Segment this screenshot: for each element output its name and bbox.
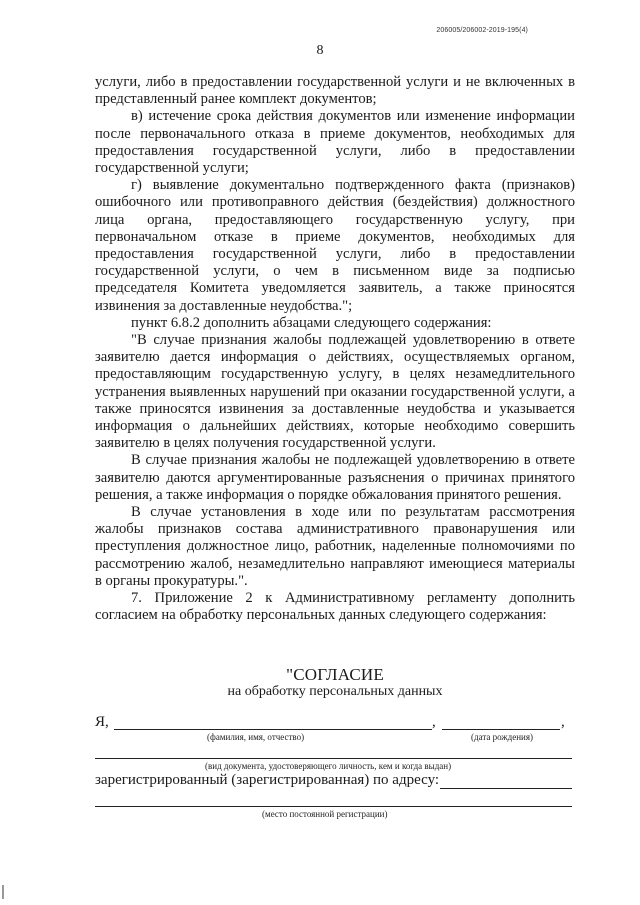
scan-edge-mark	[2, 885, 4, 899]
address-field[interactable]	[440, 788, 572, 789]
paragraph: в) истечение срока действия документов или изменение информации после первоначального отказа в приеме документов, необходимых для предоставления государственной услуги, либо в предоставлении государственной услуги;	[95, 108, 575, 177]
paragraph: г) выявление документально подтвержденного факта (признаков) ошибочного или противоправного действия (бездействия) должностного лица органа, предоставляющего государственную услугу, при первоначальном отказе в приеме документов, необходимых для предоставления государственной услуги, либо в предоставлении государственной услуги, о чем в письменном виде за подписью председателя Комитета уведомляется заявитель, а также приносятся извинения за доставленные неудобства.";	[95, 177, 575, 314]
address-field-continued[interactable]	[95, 806, 572, 807]
paragraph: 7. Приложение 2 к Административному регламенту дополнить согласием на обработку персональных данных следующего содержания:	[95, 590, 575, 624]
agreement-subtitle: на обработку персональных данных	[227, 684, 443, 699]
registered-address-label: зарегистрированный (зарегистрированная) по адресу:	[95, 772, 440, 788]
identity-document-field[interactable]	[95, 758, 572, 759]
document-id: 206005/206002-2019-195(4)	[436, 27, 528, 34]
paragraph: пункт 6.8.2 дополнить абзацами следующего содержания:	[131, 314, 492, 331]
fio-field[interactable]	[114, 729, 432, 730]
birth-date-caption: (дата рождения)	[471, 732, 533, 742]
paragraph: В случае признания жалобы не подлежащей удовлетворению в ответе заявителю даются аргументированные разъяснения о причинах принятого решения, а также информация о порядке обжалования принятого решения.	[95, 452, 575, 503]
comma-separator: ,	[432, 714, 436, 730]
address-caption: (место постоянной регистрации)	[262, 809, 388, 819]
paragraph: В случае установления в ходе или по результатам рассмотрения жалобы признаков состава административного правонарушения или преступления должностное лицо, работник, наделенные полномочиями по рассмотрению жалоб, незамедлительно направляют имеющиеся материалы в органы прокуратуры.".	[95, 504, 575, 589]
paragraph: "В случае признания жалобы подлежащей удовлетворению в ответе заявителю дается информация о действиях, осуществляемых органом, предоставляющим государственную услугу, в целях незамедлительного устранения выявленных нарушений при оказании государственной услуги, а также приносятся извинения за доставленные неудобства и указывается информация о дальнейших действиях, которые необходимо совершить заявителю в целях получения государственной услуги.	[95, 332, 575, 452]
birth-date-field[interactable]	[442, 729, 560, 730]
page-number: 8	[316, 43, 324, 58]
body-text	[95, 74, 575, 625]
identity-document-caption: (вид документа, удостоверяющего личность, кем и когда выдан)	[205, 761, 452, 771]
fio-caption: (фамилия, имя, отчество)	[207, 732, 305, 742]
comma-separator: ,	[561, 714, 565, 730]
ya-label: Я,	[95, 714, 109, 730]
agreement-title: "СОГЛАСИЕ	[286, 665, 384, 684]
paragraph: услуги, либо в предоставлении государственной услуги и не включенных в представленный ранее комплект документов;	[95, 74, 575, 108]
